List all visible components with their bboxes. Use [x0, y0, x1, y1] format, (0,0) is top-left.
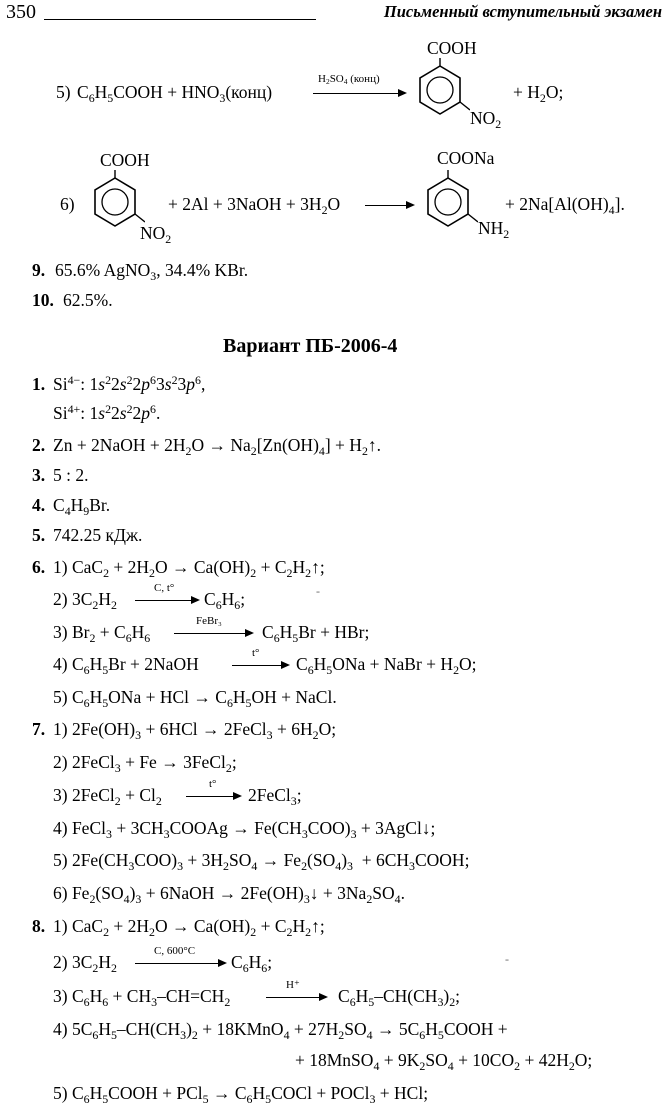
answer-6-number: 6. — [32, 557, 46, 577]
answer-6-step-4-condition: t° — [252, 647, 260, 659]
answer-7-step-3-rhs: 2FeCl$_3$; — [248, 785, 302, 808]
variant-title: Вариант ПБ-2006-4 — [223, 335, 398, 357]
answer-7-step-5: 5) $2Fe(CH_3COO)_3 + 3H_2SO_4 \to Fe_2(SO_4)_3$ + $6CH_3COOH$; — [53, 850, 470, 873]
answer-6-step-4-rhs: $C_6H_5ONa$ + NaBr + $H_2O$; — [296, 654, 477, 677]
answer-2-number: 2. — [32, 435, 46, 455]
answer-9-text: 65.6% AgNO$_3$, 34.4% KBr. — [55, 260, 249, 283]
substituent-cooh: COOH — [100, 150, 150, 170]
answer-8-step-3-lhs: 3) $C_6H_6 + CH_3-CH=CH_2$ — [53, 986, 231, 1009]
answer-7-number: 7. — [32, 719, 46, 739]
answer-4-text: $C_4H_9Br$. — [53, 495, 111, 518]
answer-7-step-4: 4) FeCl$_3$ + $3CH_3COOAg \to Fe(CH_3COO)_3$ + 3AgCl↓; — [53, 818, 436, 841]
answer-6-step-5: 5) $C_6H_5ONa$ + HCl → $C_6H_5OH$ + NaCl. — [53, 687, 337, 710]
answer-1-line-1: $Si^{4-}$: $1s^22s^22p^63s^23p^6$, — [53, 373, 206, 394]
answer-6-step-1: 1) $CaC_2 + 2H_2O \to Ca(OH)_2$ + $C_2H_2↑$; — [53, 557, 325, 580]
reaction-5-water: + $H_2O$; — [513, 82, 564, 105]
reaction-arrow — [135, 600, 198, 601]
answer-7-step-2: 2) 2FeCl$_3$ + Fe → 3FeCl$_2$; — [53, 752, 237, 775]
answer-8-step-3-condition: H⁺ — [286, 979, 300, 991]
reaction-6-products: + $2Na[Al(OH)_4]$. — [505, 194, 625, 217]
page-number: 350 — [6, 1, 36, 23]
answer-10-number: 10. — [32, 290, 54, 310]
print-speck: - — [505, 952, 509, 966]
answer-7-step-3-condition: t° — [209, 778, 217, 790]
benzene-ring-icon — [410, 58, 470, 128]
reaction-6-reagents: + 2Al + 3NaOH + $3H_2O$ — [168, 194, 341, 217]
answer-7-step-3-lhs: 3) 2FeCl$_2$ + $Cl_2$ — [53, 785, 162, 808]
answer-4-number: 4. — [32, 495, 46, 515]
answer-8-step-2-condition: C, 600°C — [154, 945, 196, 957]
answer-10-text: 62.5%. — [63, 290, 113, 310]
reaction-6-arrow — [365, 205, 413, 206]
answer-6-step-2-rhs: $C_6H_6$; — [204, 589, 246, 612]
answer-2-equation: Zn + 2NaOH + $2H_2O \to Na_2[Zn(OH)_4]$ + $H_2↑$. — [53, 435, 382, 458]
answer-1-number: 1. — [32, 374, 46, 394]
answer-1-line-2: $Si^{4+}$: $1s^22s^22p^6$. — [53, 402, 161, 423]
answer-3-number: 3. — [32, 465, 46, 485]
reaction-arrow — [186, 796, 240, 797]
reaction-arrow — [266, 997, 326, 998]
substituent-no2: $NO_2$ — [470, 108, 502, 131]
print-speck: - — [316, 584, 320, 598]
answer-7-step-1: 1) $2Fe(OH)_3 + 6HCl$ → 2FeCl$_3$ + $6H_2O$; — [53, 719, 337, 742]
answer-6-step-2-lhs: 2) $3C_2H_2$ — [53, 589, 117, 612]
answer-9-number: 9. — [32, 260, 46, 280]
answer-8-step-1: 1) $CaC_2 + 2H_2O \to Ca(OH)_2$ + $C_2H_2↑$; — [53, 916, 325, 939]
reaction-5-arrow — [313, 93, 405, 94]
running-title: Письменный вступительный экзамен — [383, 2, 662, 21]
answer-6-step-2-condition: C, t° — [154, 582, 175, 594]
answer-8-step-5: 5) $C_6H_5COOH + PCl_5$ → $C_6H_5COCl$ + POCl$_3$ + HCl; — [53, 1083, 429, 1106]
answer-6-step-3-condition: FeBr₃ — [196, 615, 222, 627]
answer-5-text: 742.25 кДж. — [53, 525, 143, 545]
answer-6-step-3-lhs: 3) $Br_2 + C_6H_6$ — [53, 622, 151, 645]
answer-8-step-3-rhs: $C_6H_5-CH(CH_3)_2$; — [338, 986, 461, 1009]
substituent-coona: COONa — [437, 148, 495, 168]
answer-8-step-4-line-2: + 18MnSO$_4$ + $9K_2SO_4 + 10CO_2 + 42H_2O$; — [295, 1050, 593, 1073]
answer-6-step-3-rhs: $C_6H_5Br$ + HBr; — [262, 622, 370, 645]
answer-7-step-6: 6) $Fe_2(SO_4)_3$ + 6NaOH → $2Fe(OH)_3↓ + 3Na_2SO_4$. — [53, 883, 405, 906]
substituent-cooh: COOH — [427, 38, 477, 58]
reaction-5-reactants: $C_6H_5COOH$ + $HNO_3(конц)$ — [77, 82, 273, 105]
substituent-no2: $NO_2$ — [140, 223, 172, 246]
answer-6-step-4-lhs: 4) $C_6H_5Br$ + 2NaOH — [53, 654, 199, 677]
reaction-arrow — [174, 633, 252, 634]
answer-5-number: 5. — [32, 525, 46, 545]
answer-8-step-2-lhs: 2) $3C_2H_2$ — [53, 952, 117, 975]
benzene-ring-icon — [418, 170, 478, 240]
reaction-5-condition: $H_2SO_4$ (конц) — [318, 73, 380, 87]
answer-3-text: 5 : 2. — [53, 465, 89, 485]
reaction-arrow — [135, 963, 225, 964]
benzene-ring-icon — [85, 170, 145, 240]
answer-8-step-2-rhs: $C_6H_6$; — [231, 952, 273, 975]
answer-8-number: 8. — [32, 916, 46, 936]
substituent-nh2: $NH_2$ — [478, 218, 510, 241]
reaction-6-number: 6) — [60, 194, 75, 214]
header-rule — [44, 19, 316, 20]
reaction-5-number: 5) — [56, 82, 71, 102]
reaction-arrow — [232, 665, 288, 666]
answer-8-step-4-line-1: 4) $5C_6H_5-CH(CH_3)_2$ + 18KMnO$_4$ + $27H_2SO_4$ → $5C_6H_5COOH$ + — [53, 1019, 508, 1042]
